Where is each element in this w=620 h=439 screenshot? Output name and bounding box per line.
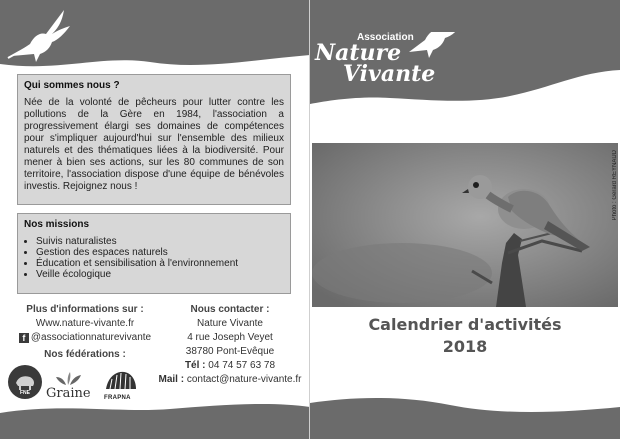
fne-logo-text: FNE xyxy=(20,390,30,396)
mission-item: • Éducation et sensibilisation à l'environnement xyxy=(36,258,284,269)
kingfisher-logo-icon xyxy=(6,4,86,66)
brand-line-1: Nature xyxy=(315,40,402,66)
mail-label: Mail : xyxy=(158,374,185,385)
right-page xyxy=(310,0,620,439)
bottom-band xyxy=(310,389,620,439)
kestrel-photo-image xyxy=(312,143,618,307)
about-text: Née de la volonté de pêcheurs pour lutter contre les pollutions de la Gère en 1984, l'association a progressivement élargi ses domaines de compétences pour s'impliquer aujourd'hui sur l'ensemble des milieux naturels et des thématiques liées à la biodiversité. Pour mener à bien ses actions, sur les 80 communes de son territoire, l'association dispose d'une équipe de bénévoles investis. Rejoignez nous ! xyxy=(24,97,284,192)
about-title: Qui sommes nous ? xyxy=(24,80,120,91)
calendar-title: Calendrier d'activités xyxy=(368,315,562,334)
brand-logo xyxy=(315,32,455,92)
mission-item: • Gestion des espaces naturels xyxy=(36,247,284,258)
website-link[interactable]: Www.nature-vivante.fr xyxy=(35,318,135,329)
fne-logo-icon xyxy=(8,365,42,399)
graine-logo-icon xyxy=(46,371,92,401)
mission-item: • Suivis naturalistes xyxy=(36,236,284,247)
contact-name: Nature Vivante xyxy=(197,318,263,329)
calendar-year: 2018 xyxy=(442,337,488,356)
contact-mail xyxy=(140,374,310,385)
contact-title: Nous contacter : xyxy=(190,304,270,315)
facebook-icon: f xyxy=(19,333,29,343)
more-info-title: Plus d'informations sur : xyxy=(26,304,144,315)
contact-phone xyxy=(140,360,310,371)
about-box xyxy=(17,74,291,205)
tel-label: Tél : xyxy=(184,360,206,371)
frapna-logo-icon xyxy=(102,367,140,401)
missions-box xyxy=(17,213,291,294)
facebook-handle: @associationnaturevivante xyxy=(30,332,152,343)
contact-city: 38780 Pont-Evêque xyxy=(185,346,275,357)
contact-block xyxy=(140,304,310,385)
frapna-logo-text: FRAPNA xyxy=(104,395,131,401)
federation-logos xyxy=(4,365,144,401)
federations-title: Nos fédérations : xyxy=(44,349,126,360)
contact-street: 4 rue Joseph Veyet xyxy=(187,332,273,343)
mail-value[interactable]: contact@nature-vivante.fr xyxy=(186,374,302,385)
graine-logo-text: Graine xyxy=(46,386,91,401)
tel-value[interactable]: 04 74 57 63 78 xyxy=(208,360,276,371)
mission-item: • Veille écologique xyxy=(36,269,284,280)
missions-list xyxy=(24,236,284,280)
photo-credit: Photo : Gerard REYNAUD xyxy=(612,150,618,221)
brand-small-text: Association xyxy=(357,32,414,43)
kestrel-photo xyxy=(312,143,618,307)
missions-title: Nos missions xyxy=(24,219,90,230)
bottom-band xyxy=(0,399,310,439)
brand-line-2: Vivante xyxy=(343,61,436,87)
